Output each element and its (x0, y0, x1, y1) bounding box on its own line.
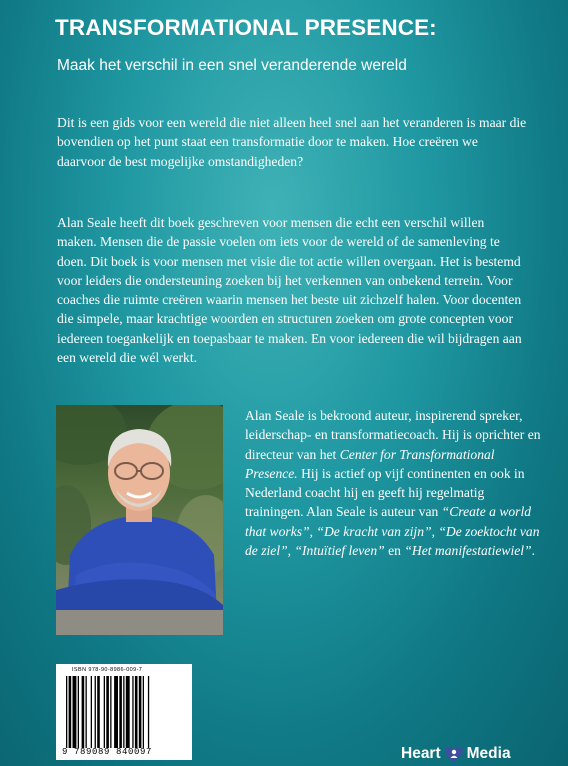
barcode-bar (148, 676, 149, 748)
barcode-bar (114, 676, 118, 748)
barcode-bar (78, 676, 79, 748)
barcode (56, 664, 192, 760)
barcode-bar (73, 676, 77, 748)
barcode-bar (106, 676, 109, 748)
barcode-bar (97, 676, 100, 748)
book-subtitle: Maak het verschil in een snel veranderende wereld (57, 57, 407, 74)
barcode-bar (123, 676, 124, 748)
barcode-bar (86, 676, 87, 748)
intro-paragraph-1: Dit is een gids voor een wereld die niet alleen heel snel aan het veranderen is maar die bovendien op het punt staat een transformatie door te maken. Hoe creëren we daarvoor de best mogelijke omstandigheden? (57, 115, 527, 169)
isbn-digits: 9 789089 840097 (62, 747, 153, 757)
barcode-bar (110, 676, 111, 748)
barcode-bar (132, 676, 133, 748)
barcode-bar (104, 676, 105, 748)
barcode-bar (82, 676, 85, 748)
barcode-bar (91, 676, 92, 748)
barcode-bars (66, 676, 182, 748)
isbn-label: ISBN 978-90-8986-009-7 (72, 667, 143, 673)
barcode-bar (69, 676, 72, 748)
barcode-bar (143, 676, 144, 748)
barcode-bar (66, 676, 67, 748)
barcode-bar (95, 676, 96, 748)
barcode-bar (119, 676, 122, 748)
intro-paragraph-2: Alan Seale heeft dit boek geschreven voor mensen die echt een verschil willen maken. Mensen die de passie voelen om iets voor de wereld of de samenleving te doen. Dit boek is voor mensen met visie die tot actie willen overgaan. Het is bestemd voor leiders die ondersteuning zoeken bij het verkennen van onbekend terrein. Voor coaches die ruimte creëren waarin mensen het beste uit zichzelf halen. Voor docenten die simpele, maar krachtige woorden en structuren zoeken om grote concepten voor iedereen toegankelijk en toepasbaar te maken. En voor iedereen die wil bijdragen aan een wereld die wél werkt. (57, 215, 522, 366)
author-photo (56, 405, 223, 635)
barcode-bar (139, 676, 142, 748)
heart-icon (443, 744, 465, 764)
author-bio: Alan Seale is bekroond auteur, inspirerend spreker, leiderschap- en transformatiecoach. Hij is oprichter en directeur van het Center for Transformational Presence. Hij is actief op vijf continenten en ook in Nederland coacht hij en geeft hij regelmatig trainingen. Alan Seale is auteur van “Create a world that works”, “De kracht van zijn”, “De zoektocht van de ziel”, “Intuïtief leven” en “Het manifestatiewiel”. (245, 408, 541, 559)
publisher-logo (401, 744, 511, 764)
book-title: TRANSFORMATIONAL PRESENCE: (55, 15, 437, 40)
barcode-bar (126, 676, 130, 748)
publisher-name-part1: Heart (401, 745, 441, 763)
barcode-bar (135, 676, 138, 748)
publisher-name-part2: Media (466, 745, 511, 763)
